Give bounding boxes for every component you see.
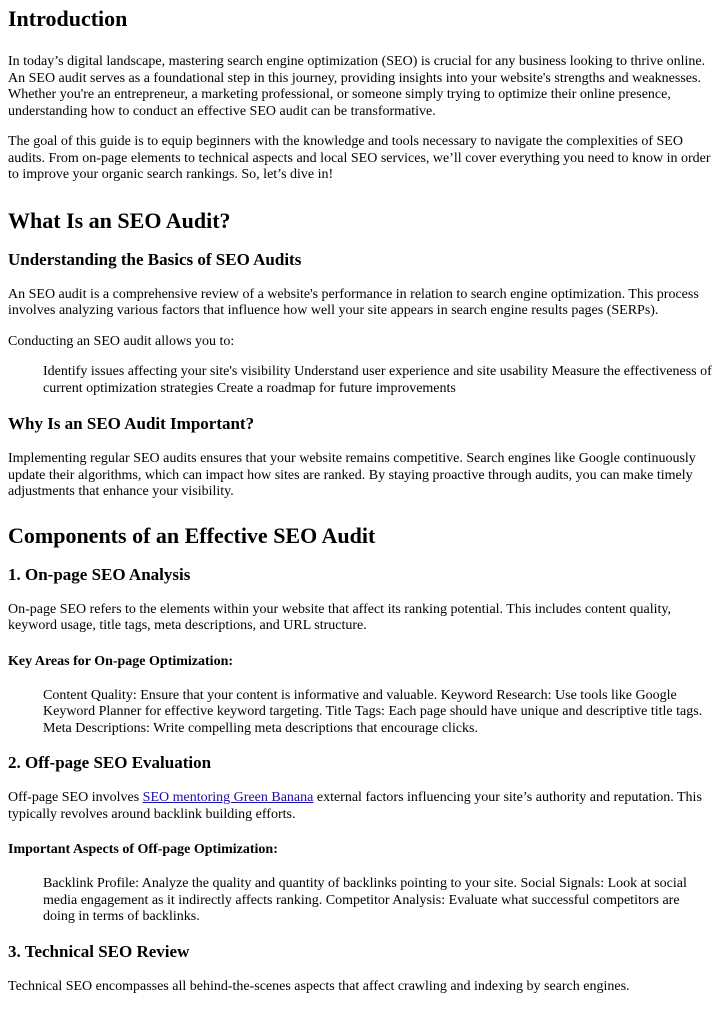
article <box>0 6 712 995</box>
onpage-list: Content Quality: Ensure that your content is informative and valuable. Keyword Research: Use tools like Google Keyword Planner for effective keyword targeting. Title Tags: Each page should have unique and descriptive title tags. Meta Descriptions: Write compelling meta descriptions that encourage clicks. <box>43 687 703 736</box>
intro-heading: Introduction <box>8 6 128 31</box>
technical-heading: 3. Technical SEO Review <box>8 941 190 961</box>
why-paragraph: Implementing regular SEO audits ensures that your website remains competitive. Search engines like Google continuously update their algorithms, which can impact how sites are ranked. By staying proactive through audits, you can make timely adjustments that enhance your visibility. <box>8 451 696 499</box>
what-heading: What Is an SEO Audit? <box>8 207 231 233</box>
intro-paragraph-1: In today’s digital landscape, mastering search engine optimization (SEO) is crucial for any business looking to thrive online. An SEO audit serves as a foundational step in this journey, providing insights into your website's strengths and weaknesses. Whether you're an entrepreneur, a marketing professional, or someone simply trying to optimize their online presence, understanding how to conduct an effective SEO audit can be transformative. <box>8 54 706 119</box>
offpage-heading: 2. Off-page SEO Evaluation <box>8 753 212 772</box>
onpage-paragraph: On-page SEO refers to the elements within your website that affect its ranking potential. This includes content quality, keyword usage, title tags, meta descriptions, and URL structure. <box>8 601 672 633</box>
why-heading: Why Is an SEO Audit Important? <box>8 414 255 433</box>
components-heading: Components of an Effective SEO Audit <box>8 522 376 548</box>
basics-heading: Understanding the Basics of SEO Audits <box>8 249 302 269</box>
offpage-text-after: external factors influencing your site’s authority and reputation. This typically revolves around backlink building efforts. <box>8 790 702 822</box>
technical-paragraph: Technical SEO encompasses all behind-the-scenes aspects that affect crawling and indexing by search engines. <box>8 978 630 994</box>
basics-paragraph: An SEO audit is a comprehensive review of a website's performance in relation to search engine optimization. This process involves analyzing various factors that influence how well your site appears in search engine results pages (SERPs). <box>8 286 699 318</box>
onpage-key-heading: Key Areas for On-page Optimization: <box>8 653 234 669</box>
onpage-heading: 1. On-page SEO Analysis <box>8 564 191 584</box>
conducting-paragraph: Conducting an SEO audit allows you to: <box>8 333 235 349</box>
offpage-paragraph <box>8 790 712 823</box>
offpage-key-heading: Important Aspects of Off-page Optimization: <box>8 842 278 857</box>
intro-paragraph-2: The goal of this guide is to equip beginners with the knowledge and tools necessary to navigate the complexities of SEO audits. From on-page elements to technical aspects and local SEO services, we’ll cover everything you need to know in order to improve your organic search rankings. So, let’s dive in! <box>8 134 711 182</box>
seo-mentoring-link[interactable]: SEO mentoring Green Banana <box>142 790 314 805</box>
offpage-list: Backlink Profile: Analyze the quality and quantity of backlinks pointing to your site. Social Signals: Look at social media engagement as it indirectly affects ranking. Competitor Analysis: Evaluate what successful competitors are doing in terms of backlinks. <box>43 876 687 924</box>
offpage-text-before: Off-page SEO involves <box>8 790 143 805</box>
audit-benefits-list: Identify issues affecting your site's visibility Understand user experience and site usability Measure the effectiveness of current optimization strategies Create a roadmap for future improvements <box>43 364 712 396</box>
